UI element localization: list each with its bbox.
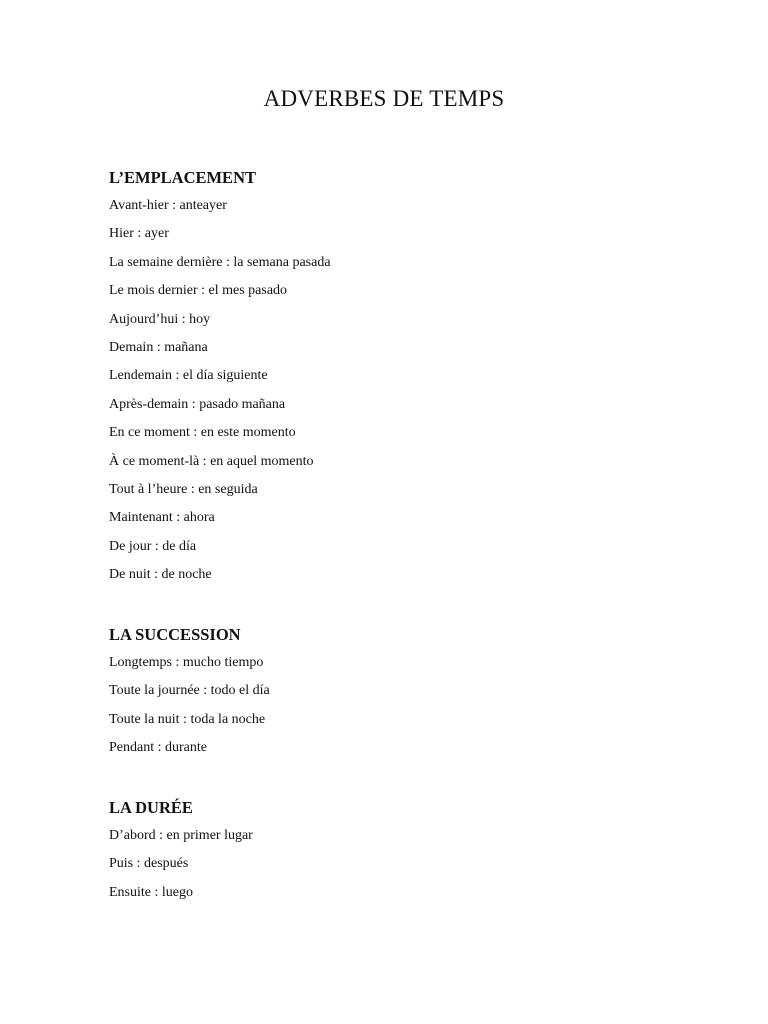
section-heading: LA SUCCESSION [109, 625, 241, 644]
entry-list [109, 649, 270, 763]
list-item: Aujourd’hui : hoy [109, 311, 211, 327]
list-item: Avant-hier : anteayer [109, 198, 227, 213]
entry-list [109, 822, 253, 907]
list-item: Le mois dernier : el mes pasado [109, 283, 288, 299]
list-item: Maintenant : ahora [109, 510, 215, 526]
list-item: Après-demain : pasado mañana [109, 396, 286, 412]
list-item: La semaine dernière : la semana pasada [109, 254, 331, 270]
section-duree [109, 794, 253, 907]
section-heading: L’EMPLACEMENT [109, 168, 256, 187]
list-item: Lendemain : el día siguiente [109, 368, 268, 384]
list-item: En ce moment : en este momento [109, 425, 296, 441]
list-item: À ce moment-là : en aquel momento [109, 453, 314, 469]
list-item: D’abord : en primer lugar [109, 828, 253, 843]
list-item: Pendant : durante [109, 740, 207, 756]
list-item: Ensuite : luego [109, 884, 193, 900]
list-item: Toute la journée : todo el día [109, 683, 270, 699]
list-item: Demain : mañana [109, 339, 208, 355]
entry-list [109, 192, 331, 589]
section-emplacement [109, 164, 331, 589]
section-succession [109, 621, 270, 763]
list-item: Longtemps : mucho tiempo [109, 655, 264, 670]
list-item: Tout à l’heure : en seguida [109, 481, 258, 497]
list-item: De nuit : de noche [109, 567, 212, 583]
section-heading: LA DURÉE [109, 798, 193, 817]
list-item: De jour : de día [109, 538, 197, 554]
page-title: ADVERBES DE TEMPS [263, 86, 505, 111]
list-item: Puis : después [109, 856, 189, 872]
list-item: Toute la nuit : toda la noche [109, 711, 266, 727]
list-item: Hier : ayer [109, 226, 169, 242]
